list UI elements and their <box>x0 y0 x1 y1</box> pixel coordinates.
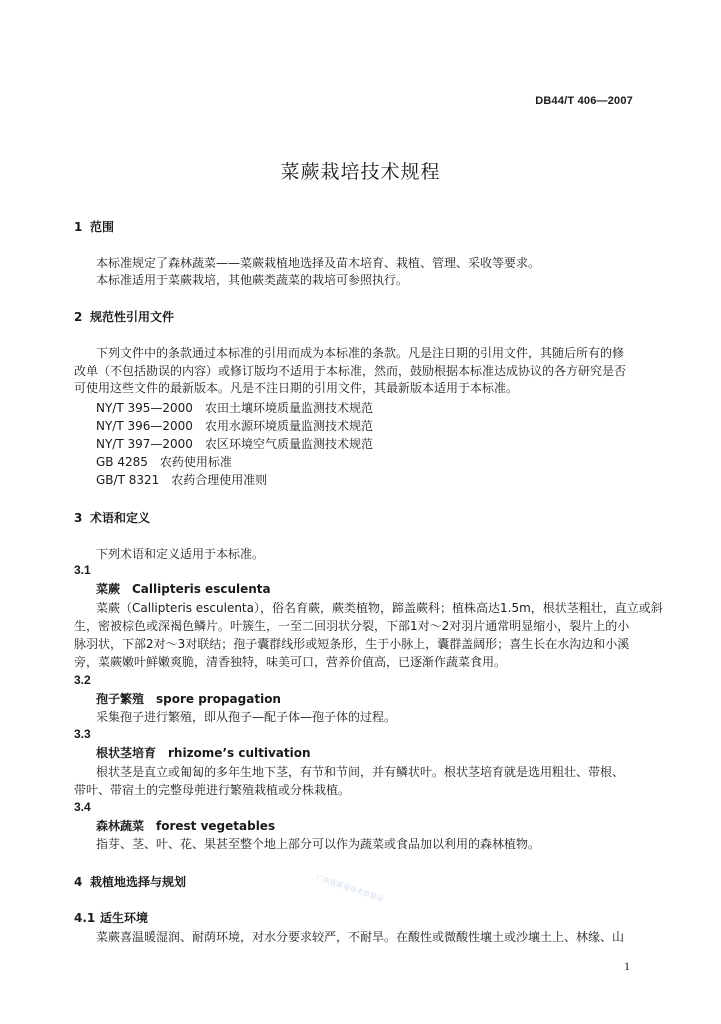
term-definition-line: 指芽、茎、叶、花、果甚至整个地上部分可以作为蔬菜或食品加以利用的森林植物。 <box>96 837 541 851</box>
reference-item: NY/T 396—2000 农用水源环境质量监测技术规范 <box>96 419 373 433</box>
term-number: 3.1 <box>74 563 91 577</box>
section-3-number: 3 <box>74 511 83 525</box>
document-title: 菜蕨栽培技术规程 <box>280 161 441 183</box>
term-definition-line: 旁，菜蕨嫩叶鲜嫩爽脆，清香独特，味美可口，营养价值高，已逐渐作蔬菜食用。 <box>74 655 507 669</box>
section-2-line: 改单（不包括勘误的内容）或修订版均不适用于本标准，然而，鼓励根据本标准达成协议的各方研究是否 <box>74 364 627 378</box>
subsection-4-1-line: 菜蕨喜温暖湿润、耐荫环境，对水分要求较严，不耐旱。在酸性或微酸性壤土或沙壤土上、林缘、山 <box>96 930 625 944</box>
section-2-line: 可使用这些文件的最新版本。凡是不注日期的引用文件，其最新版本适用于本标准。 <box>74 381 519 395</box>
reference-item: NY/T 397—2000 农区环境空气质量监测技术规范 <box>96 437 373 451</box>
section-1-line: 本标准适用于菜蕨栽培，其他蕨类蔬菜的栽培可参照执行。 <box>96 273 409 287</box>
section-2-number: 2 <box>74 310 83 324</box>
term-name: 菜蕨 Callipteris esculenta <box>96 582 271 596</box>
term-definition-line: 菜蕨（Callipteris esculenta），俗名育蕨，蕨类植物，蹄盖蕨科；植株高达1.5m，根状茎粗壮，直立或斜 <box>96 601 663 615</box>
reference-item: GB/T 8321 农药合理使用准则 <box>96 473 268 487</box>
term-number: 3.4 <box>74 800 91 814</box>
term-name: 森林蔬菜 forest vegetables <box>96 819 276 833</box>
section-3-intro: 下列术语和定义适用于本标准。 <box>96 547 265 561</box>
section-1-title: 范围 <box>90 220 115 234</box>
term-number: 3.3 <box>74 727 91 741</box>
page-number: 1 <box>624 959 630 973</box>
section-1-number: 1 <box>74 220 83 234</box>
term-definition-line: 生，密被棕色或深褐色鳞片。叶簇生，一至二回羽状分裂，下部1对～2对羽片通常明显缩小，裂片上的小 <box>74 619 630 633</box>
standard-number: DB44/T 406—2007 <box>535 95 633 107</box>
reference-item: GB 4285 农药使用标准 <box>96 455 232 469</box>
term-definition-line: 带叶、带宿土的完整母蔸进行繁殖栽植或分株栽植。 <box>74 783 351 797</box>
term-definition-line: 根状茎是直立或匍匐的多年生地下茎，有节和节间，并有鳞状叶。根状茎培育就是选用粗壮、带根、 <box>96 765 625 779</box>
watermark: 广东省质量技术监督局 <box>315 873 385 904</box>
subsection-4-1-number: 4.1 <box>74 911 96 925</box>
section-2-line: 下列文件中的条款通过本标准的引用而成为本标准的条款。凡是注日期的引用文件，其随后所有的修 <box>96 346 625 360</box>
subsection-4-1-title: 适生环境 <box>100 911 149 925</box>
section-2-title: 规范性引用文件 <box>90 310 175 324</box>
section-4-number: 4 <box>74 875 83 889</box>
term-name: 根状茎培育 rhizome’s cultivation <box>96 746 311 760</box>
section-1-line: 本标准规定了森林蔬菜——菜蕨栽植地选择及苗木培育、栽植、管理、采收等要求。 <box>96 256 541 270</box>
section-4-title: 栽植地选择与规划 <box>90 875 187 889</box>
term-definition-line: 脉羽状，下部2对～3对联结；孢子囊群线形或短条形，生于小脉上，囊群盖阔形；喜生长在水沟边和小溪 <box>74 637 630 651</box>
term-definition-line: 采集孢子进行繁殖，即从孢子—配子体—孢子体的过程。 <box>96 710 397 724</box>
term-name: 孢子繁殖 spore propagation <box>96 692 281 706</box>
term-number: 3.2 <box>74 673 91 687</box>
section-3-title: 术语和定义 <box>90 511 151 525</box>
reference-item: NY/T 395—2000 农田土壤环境质量监测技术规范 <box>96 401 373 415</box>
